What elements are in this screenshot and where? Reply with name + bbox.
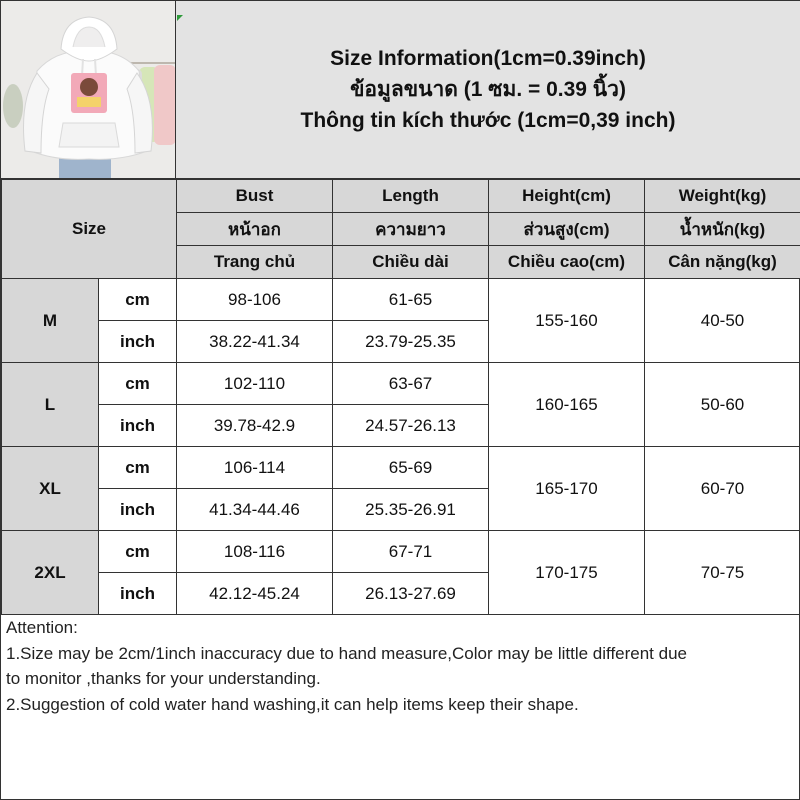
weight-m: 40-50: [645, 279, 800, 363]
note-line-3: 2.Suggestion of cold water hand washing,it can help items keep their shape.: [6, 694, 579, 714]
unit-cm: cm: [99, 279, 177, 321]
size-label-l: L: [2, 363, 99, 447]
weight-header-vi: Cân nặng(kg): [645, 246, 800, 279]
length-cm-xl: 65-69: [333, 447, 489, 489]
length-inch-xl: 25.35-26.91: [333, 489, 489, 531]
unit-inch: inch: [99, 405, 177, 447]
title-vietnamese: Thông tin kích thước (1cm=0,39 inch): [300, 109, 676, 132]
bust-inch-2xl: 42.12-45.24: [177, 573, 333, 615]
table-row-xl-cm: [2, 447, 800, 489]
length-inch-l: 24.57-26.13: [333, 405, 489, 447]
length-header-en: Length: [333, 180, 489, 213]
corner-marker-icon: [177, 15, 183, 21]
bust-inch-l: 39.78-42.9: [177, 405, 333, 447]
bust-inch-xl: 41.34-44.46: [177, 489, 333, 531]
unit-cm: cm: [99, 447, 177, 489]
note-line-2: to monitor ,thanks for your understanding.: [6, 669, 321, 688]
unit-cm: cm: [99, 363, 177, 405]
bust-inch-m: 38.22-41.34: [177, 321, 333, 363]
size-label-xl: XL: [2, 447, 99, 531]
length-inch-m: 23.79-25.35: [333, 321, 489, 363]
table-row-m-cm: [2, 279, 800, 321]
unit-inch: inch: [99, 573, 177, 615]
length-cm-m: 61-65: [333, 279, 489, 321]
bust-cm-xl: 106-114: [177, 447, 333, 489]
bust-cm-2xl: 108-116: [177, 531, 333, 573]
unit-inch: inch: [99, 321, 177, 363]
attention-notes: [6, 615, 796, 717]
length-cm-l: 63-67: [333, 363, 489, 405]
bust-header-vi: Trang chủ: [177, 246, 333, 279]
height-header-vi: Chiều cao(cm): [489, 246, 645, 279]
unit-inch: inch: [99, 489, 177, 531]
weight-l: 50-60: [645, 363, 800, 447]
bust-header-en: Bust: [177, 180, 333, 213]
weight-xl: 60-70: [645, 447, 800, 531]
weight-header-en: Weight(kg): [645, 180, 800, 213]
table-row-l-cm: [2, 363, 800, 405]
weight-header-th: น้ำหนัก(kg): [645, 213, 800, 246]
note-line-1: 1.Size may be 2cm/1inch inaccuracy due to hand measure,Color may be little different due: [6, 643, 687, 663]
length-inch-2xl: 26.13-27.69: [333, 573, 489, 615]
title-english: Size Information(1cm=0.39inch): [330, 47, 646, 70]
size-label-2xl: 2XL: [2, 531, 99, 615]
bust-header-th: หน้าอก: [177, 213, 333, 246]
height-l: 160-165: [489, 363, 645, 447]
size-label-m: M: [2, 279, 99, 363]
height-m: 155-160: [489, 279, 645, 363]
unit-cm: cm: [99, 531, 177, 573]
length-header-th: ความยาว: [333, 213, 489, 246]
hoodie-illustration: [1, 1, 176, 179]
bust-cm-m: 98-106: [177, 279, 333, 321]
product-photo: [1, 1, 176, 179]
length-cm-2xl: 67-71: [333, 531, 489, 573]
height-header-th: ส่วนสูง(cm): [489, 213, 645, 246]
header-row-english: [2, 180, 800, 213]
length-header-vi: Chiều dài: [333, 246, 489, 279]
title-thai: ข้อมูลขนาด (1 ซม. = 0.39 นิ้ว): [350, 78, 626, 101]
height-2xl: 170-175: [489, 531, 645, 615]
size-column-header: Size: [2, 180, 177, 279]
height-header-en: Height(cm): [489, 180, 645, 213]
size-table: [1, 179, 800, 615]
bust-cm-l: 102-110: [177, 363, 333, 405]
height-xl: 165-170: [489, 447, 645, 531]
table-row-2xl-cm: [2, 531, 800, 573]
size-information-title: [176, 1, 800, 179]
weight-2xl: 70-75: [645, 531, 800, 615]
notes-heading: Attention:: [6, 618, 78, 637]
